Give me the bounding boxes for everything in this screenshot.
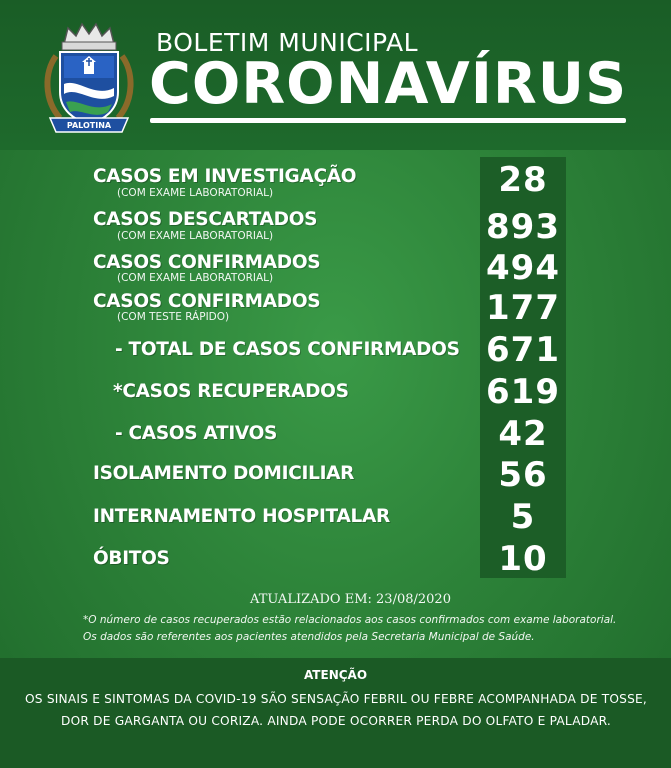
title-underline [150,118,626,123]
stat-note: (COM EXAME LABORATORIAL) [117,187,274,199]
stat-value: 42 [498,414,548,454]
stat-label: - TOTAL DE CASOS CONFIRMADOS [115,339,460,360]
stat-value: 56 [498,455,548,495]
stat-label: CASOS CONFIRMADOS [93,291,321,312]
stat-note: (COM EXAME LABORATORIAL) [117,272,274,284]
page-title: CORONAVÍRUS [149,51,628,117]
stat-label: CASOS CONFIRMADOS [93,252,321,273]
stat-value: 177 [486,288,560,328]
stat-label: *CASOS RECUPERADOS [113,381,349,402]
stat-label: ISOLAMENTO DOMICILIAR [93,463,355,484]
stat-note: (COM EXAME LABORATORIAL) [117,230,274,242]
crest-ribbon-text: PALOTINA [66,121,112,130]
municipal-crest-icon [42,22,136,134]
stat-value: 893 [486,207,560,247]
footnote-recovered: *O número de casos recuperados estão relacionados aos casos confirmados com exame laboratorial. [83,614,617,626]
stat-label: CASOS DESCARTADOS [93,209,318,230]
stat-value: 494 [486,248,560,288]
stat-value: 10 [498,539,548,579]
stat-value: 671 [486,330,560,370]
footnote-source: Os dados são referentes aos pacientes atendidos pela Secretaria Municipal de Saúde. [83,631,535,643]
attention-text: OS SINAIS E SINTOMAS DA COVID-19 SÃO SENSAÇÃO FEBRIL OU FEBRE ACOMPANHADA DE TOSSE, DOR DE GARGANTA OU CORIZA. AINDA PODE OCORRER PERDA DO OLFATO E PALADAR. [25,692,647,728]
updated-date: ATUALIZADO EM: 23/08/2020 [250,592,451,607]
stat-note: (COM TESTE RÁPIDO) [117,311,230,323]
stat-value: 28 [498,160,548,200]
stat-label: - CASOS ATIVOS [115,423,278,444]
stat-label: ÓBITOS [93,548,170,569]
attention-title: ATENÇÃO [303,668,368,682]
stat-label: CASOS EM INVESTIGAÇÃO [93,166,357,187]
stat-value: 619 [486,372,560,412]
stat-label: INTERNAMENTO HOSPITALAR [93,506,390,527]
bulletin-subtitle: BOLETIM MUNICIPAL [156,28,419,57]
stat-value: 5 [510,497,536,537]
